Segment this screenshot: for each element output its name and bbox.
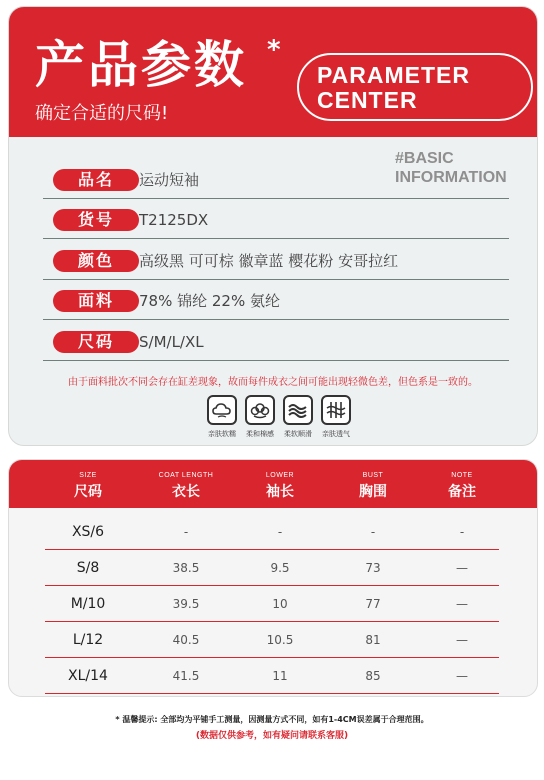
- attribute-label: 货号: [53, 209, 139, 231]
- feature-caption: 亲肤软糯: [208, 430, 236, 438]
- cell-sleeve: 10.5: [266, 633, 294, 647]
- cell-note: —: [456, 597, 468, 611]
- cell-bust: 85: [365, 669, 381, 683]
- attribute-value: S/M/L/XL: [139, 333, 204, 351]
- table-row: [45, 586, 499, 622]
- column-header-en: NOTE: [451, 472, 473, 479]
- table-row: [45, 622, 499, 658]
- parameter-center-badge: [297, 53, 533, 121]
- cell-note: —: [456, 669, 468, 683]
- cell-length: 41.5: [172, 669, 200, 683]
- badge-text: PARAMETER CENTER: [317, 62, 470, 113]
- section-tag: #BASIC INFORMATION: [395, 150, 507, 186]
- cell-bust: 77: [365, 597, 381, 611]
- feature-caption: 亲肤透气: [322, 430, 350, 438]
- feature-caption: 柔和棉感: [246, 430, 274, 438]
- attribute-row-sku: [43, 199, 509, 239]
- column-header-en: COAT LENGTH: [158, 472, 214, 479]
- measurement-note: * 温馨提示: 全部均为平铺手工测量，因测量方式不同，如有1-4CM误差属于合理范围。: [115, 715, 429, 724]
- cell-length: 38.5: [172, 561, 200, 575]
- cell-sleeve: 9.5: [270, 561, 290, 575]
- size-table: [8, 459, 538, 697]
- feature-item: [205, 395, 239, 443]
- header-banner: [9, 7, 537, 137]
- cell-sleeve: 10: [272, 597, 288, 611]
- cell-size: M/10: [70, 596, 106, 612]
- page-title: 产品参数: [35, 36, 247, 94]
- smooth-wave-icon: [283, 395, 313, 425]
- cell-bust: -: [370, 525, 376, 539]
- table-header: [9, 460, 537, 508]
- cell-size: XL/14: [68, 668, 108, 684]
- attribute-row-size: [43, 321, 509, 361]
- attribute-label: 颜色: [53, 250, 139, 272]
- cloud-soft-icon: [207, 395, 237, 425]
- attribute-value: T2125DX: [139, 211, 209, 229]
- attribute-value: 运动短袖: [139, 171, 200, 189]
- cell-bust: 81: [365, 633, 381, 647]
- cell-note: -: [459, 525, 465, 539]
- table-row: [45, 514, 499, 550]
- cell-size: S/8: [76, 560, 100, 576]
- column-header-note: [407, 460, 517, 508]
- title-star: *: [267, 35, 281, 65]
- cell-length: 40.5: [172, 633, 200, 647]
- cell-size: L/12: [72, 632, 104, 648]
- cell-length: -: [183, 525, 189, 539]
- attribute-value: 78% 锦纶 22% 氨纶: [139, 292, 280, 310]
- column-header-en: SIZE: [79, 472, 97, 479]
- table-row: [45, 658, 499, 694]
- reference-note: (数据仅供参考，如有疑问请联系客服): [195, 731, 349, 741]
- cell-sleeve: -: [277, 525, 283, 539]
- table-row: [45, 550, 499, 586]
- feature-caption: 柔软顺滑: [284, 430, 312, 438]
- column-header-size: [33, 460, 143, 508]
- feature-icons: [205, 395, 355, 443]
- column-header-cn: 胸围: [359, 484, 387, 500]
- attribute-label: 面料: [53, 290, 139, 312]
- column-header-en: LOWER: [265, 472, 295, 479]
- cell-bust: 73: [365, 561, 381, 575]
- cell-sleeve: 11: [272, 669, 288, 683]
- feature-item: [243, 395, 277, 443]
- cell-length: 39.5: [172, 597, 200, 611]
- attribute-row-color: [43, 240, 509, 280]
- column-header-cn: 衣长: [172, 484, 200, 500]
- feature-item: [281, 395, 315, 443]
- cell-note: —: [456, 633, 468, 647]
- breathable-icon: [321, 395, 351, 425]
- attribute-value: 高级黑 可可棕 徽章蓝 樱花粉 安哥拉红: [139, 252, 399, 270]
- cell-note: —: [456, 561, 468, 575]
- attribute-label: 尺码: [53, 331, 139, 353]
- column-header-cn: 袖长: [266, 484, 294, 500]
- cell-size: XS/6: [71, 524, 105, 540]
- column-header-cn: 尺码: [74, 484, 102, 500]
- column-header-cn: 备注: [448, 484, 476, 500]
- column-header-en: BUST: [362, 472, 384, 479]
- parameter-card: [8, 6, 538, 446]
- attribute-row-name: [43, 159, 509, 199]
- feature-item: [319, 395, 353, 443]
- color-variance-note: 由于面料批次不同会存在缸差现象，故而每件成衣之间可能出现轻微色差，但色系是一致的。: [68, 377, 478, 388]
- attribute-row-fabric: [43, 280, 509, 320]
- cotton-flower-icon: [245, 395, 275, 425]
- page-subtitle: 确定合适的尺码!: [35, 103, 169, 124]
- attribute-label: 品名: [53, 169, 139, 191]
